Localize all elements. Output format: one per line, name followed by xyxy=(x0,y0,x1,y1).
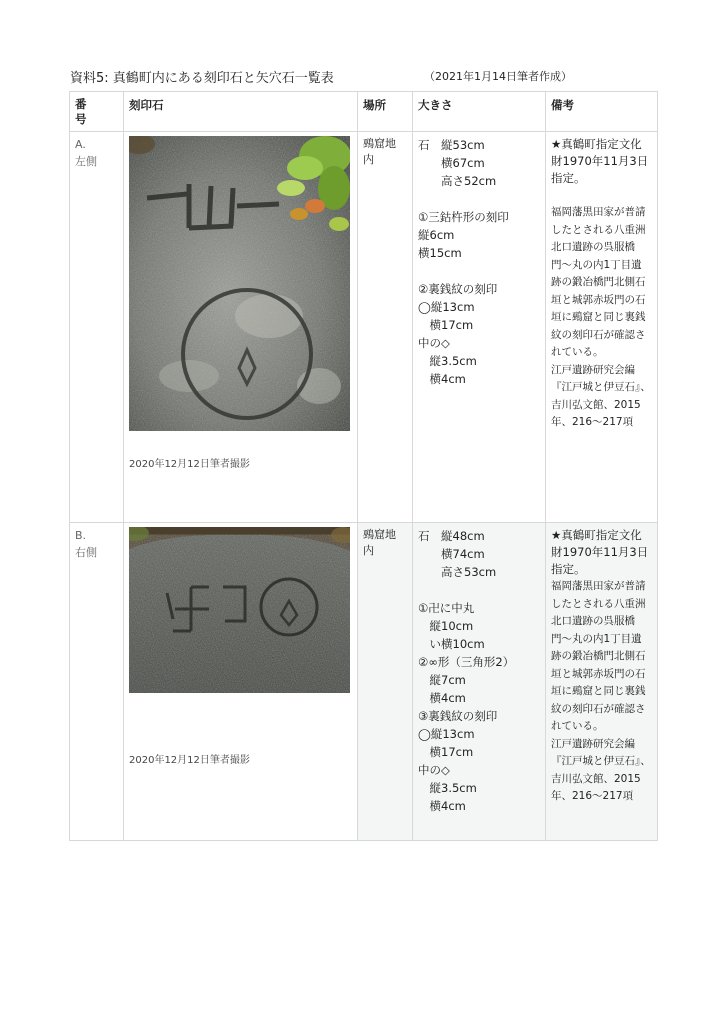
row-num xyxy=(70,132,124,523)
photo-caption: 2020年12月12日筆者撮影 xyxy=(129,459,250,470)
note-detail: 福岡藩黒田家が普請したとされる八重洲北口遺跡の呉服橋門〜丸の内1丁目遺跡の鍛冶橋門北側石垣と城郭赤坂門の石垣に鵐窟と同じ裏銭紋の刻印石が確認されている。 江戸遺跡研究会編『江戸城と伊豆石』、吉川弘文館、2015年、216〜217項 xyxy=(551,206,651,428)
row-num xyxy=(70,523,124,841)
header-stone: 刻印石 xyxy=(124,92,358,132)
place-cell xyxy=(358,523,413,841)
size-cell: 石 縦53cm 横67cm 高さ52cm ①三鈷杵形の刻印 縦6cm 横15cm ②裏銭紋の刻印 ◯縦13cm 横17cm 中の◇ 縦3.5cm 横4cm xyxy=(413,132,546,523)
photo-caption: 2020年12月12日筆者撮影 xyxy=(129,755,250,766)
note-cell xyxy=(546,132,658,523)
photo-cell xyxy=(124,132,358,523)
table-row xyxy=(70,132,658,523)
stone-photo xyxy=(129,527,350,693)
row-num-label: A. 左側 xyxy=(75,138,97,168)
document-title: 資料5: 真鶴町内にある刻印石と矢穴石一覧表 xyxy=(70,71,334,86)
note-cell xyxy=(546,523,658,841)
place-text: 鵐窟地 内 xyxy=(363,137,396,166)
header-num-label: 番 号 xyxy=(75,97,87,126)
note-detail: 福岡藩黒田家が普請したとされる八重洲北口遺跡の呉服橋門〜丸の内1丁目遺跡の鍛冶橋門北側石垣と城郭赤坂門の石垣に鵐窟と同じ裏銭紋の刻印石が確認されている。 江戸遺跡研究会編『江戸城と伊豆石』、吉川弘文館、2015年、216〜217項 xyxy=(551,580,651,802)
document-date: （2021年1月14日筆者作成） xyxy=(424,70,572,83)
header-size: 大きさ xyxy=(413,92,546,132)
header-place: 場所 xyxy=(358,92,413,132)
stone-photo xyxy=(129,136,350,431)
place-text: 鵐窟地 内 xyxy=(363,528,396,557)
header-row xyxy=(70,92,658,132)
note-designation: ★真鶴町指定文化財1970年11月3日指定。 xyxy=(551,137,649,185)
photo-cell xyxy=(124,523,358,841)
stone-table xyxy=(69,91,658,841)
table-row xyxy=(70,523,658,841)
header-note: 備考 xyxy=(546,92,658,132)
header-num xyxy=(70,92,124,132)
size-cell: 石 縦48cm 横74cm 高さ53cm ①卍に中丸 縦10cm い横10cm ②∞形（三角形2） 縦7cm 横4cm ③裏銭紋の刻印 ◯縦13cm 横17cm 中の◇ 縦3.5cm 横4cm xyxy=(413,523,546,841)
row-num-label: B. 右側 xyxy=(75,529,97,559)
note-designation: ★真鶴町指定文化財1970年11月3日指定。 xyxy=(551,528,649,576)
place-cell xyxy=(358,132,413,523)
